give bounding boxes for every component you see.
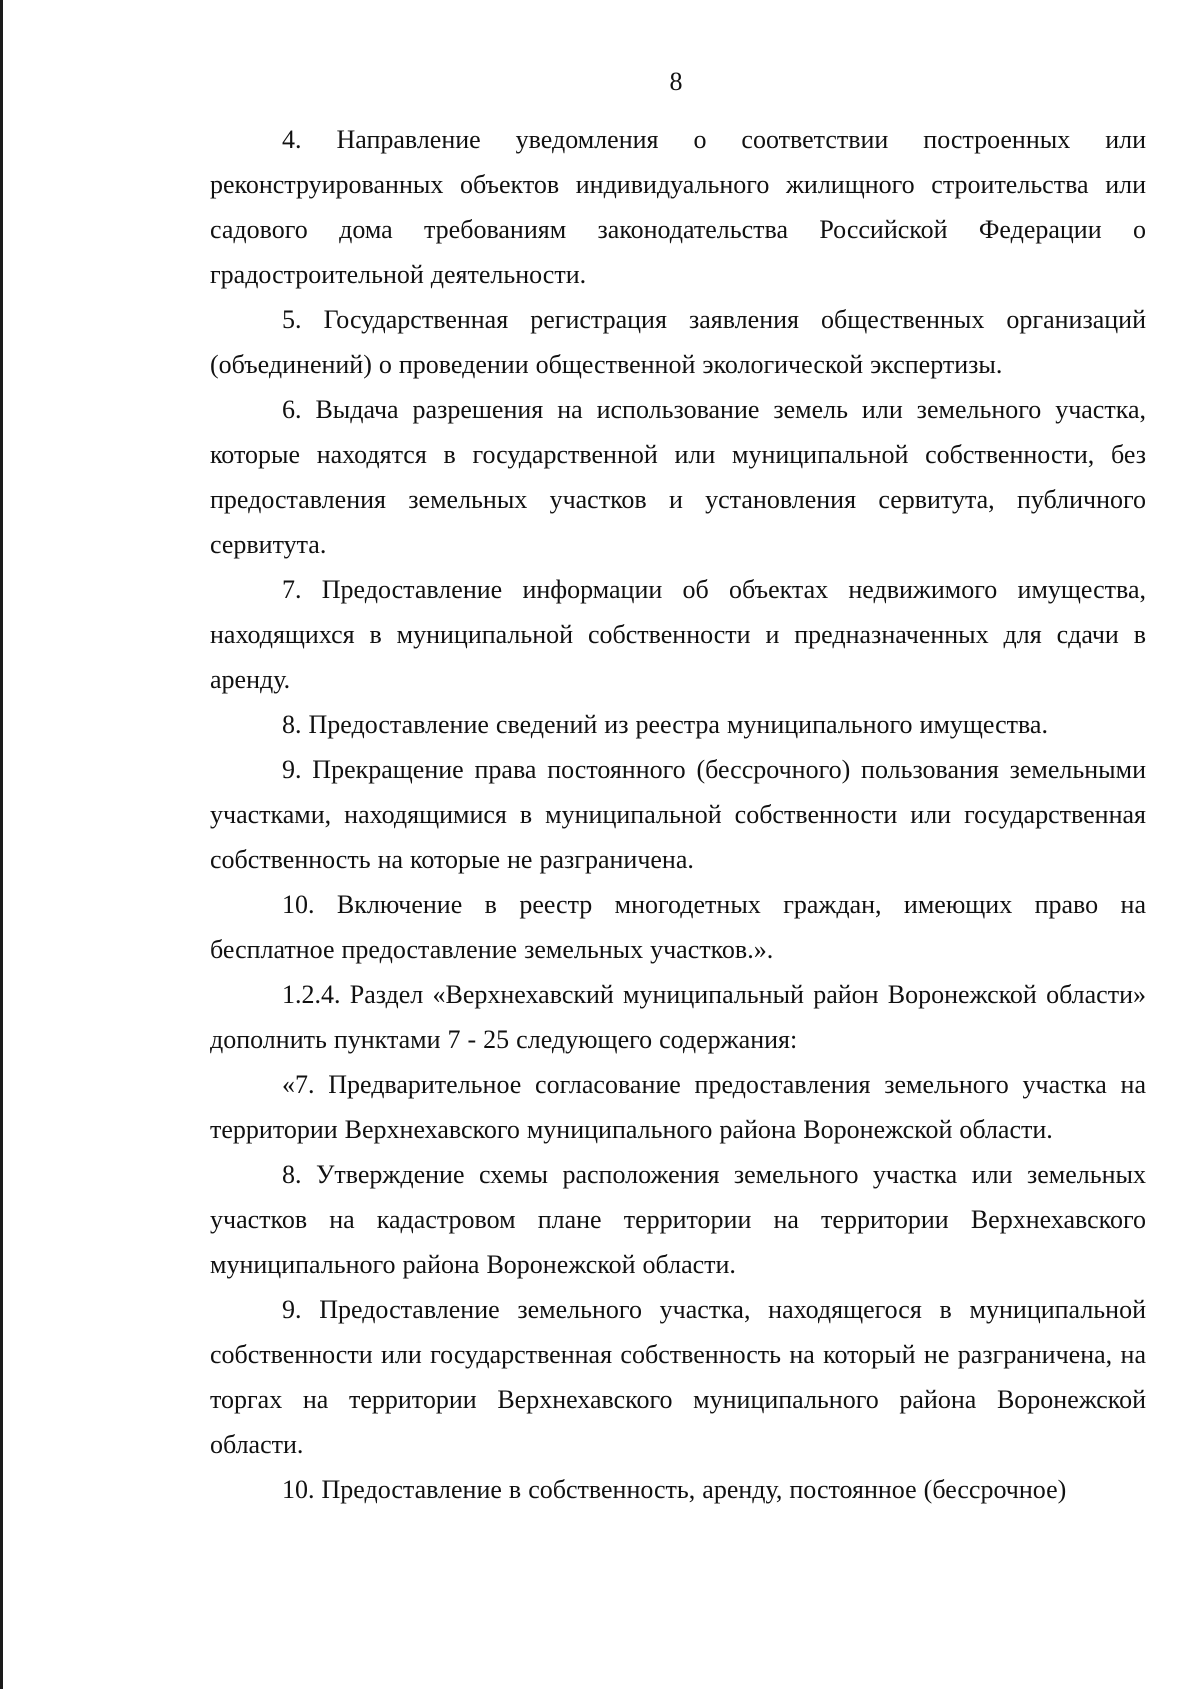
paragraph-item-6-land-use-permit: 6. Выдача разрешения на использование земель или земельного участка, которые находятся в государственной или муниципальной собственности, без предоставления земельных участков и установления сервитута, публичного сервитута. [210,395,1146,559]
paragraph-item-7-property-info: 7. Предоставление информации об объектах недвижимого имущества, находящихся в муниципальной собственности и предназначенных для сдачи в аренду. [210,575,1146,694]
document-body [210,117,1146,1512]
paragraph-item-9-termination: 9. Прекращение права постоянного (бессрочного) пользования земельными участками, находящимися в муниципальной собственности или государственная собственность на которые не разграничена. [210,755,1146,874]
page-number: 8 [669,67,683,96]
paragraph-item-4-notification: 4. Направление уведомления о соответствии построенных или реконструированных объектов индивидуального жилищного строительства или садового дома требованиям законодательства Российской Федерации о градостроительной деятельности. [210,125,1146,289]
paragraph-section-1-2-4: 1.2.4. Раздел «Верхнехавский муниципальный район Воронежской области» дополнить пунктами 7 - 25 следующего содержания: [210,980,1146,1054]
paragraph-new-item-7: «7. Предварительное согласование предоставления земельного участка на территории Верхнехавского муниципального района Воронежской области. [210,1070,1146,1144]
paragraph-new-item-10: 10. Предоставление в собственность, аренду, постоянное (бессрочное) [282,1475,1067,1504]
paragraph-item-10-large-families: 10. Включение в реестр многодетных граждан, имеющих право на бесплатное предоставление земельных участков.». [210,890,1146,964]
paragraph-new-item-8: 8. Утверждение схемы расположения земельного участка или земельных участков на кадастровом плане территории на территории Верхнехавского муниципального района Воронежской области. [210,1160,1146,1279]
paragraph-item-5-registration: 5. Государственная регистрация заявления общественных организаций (объединений) о проведении общественной экологической экспертизы. [210,305,1146,379]
paragraph-new-item-9: 9. Предоставление земельного участка, находящегося в муниципальной собственности или государственная собственность на который не разграничена, на торгах на территории Верхнехавского муниципального района Воронежской области. [210,1295,1146,1459]
page-edge-line [0,0,3,1689]
paragraph-item-8-registry-info: 8. Предоставление сведений из реестра муниципального имущества. [282,710,1048,739]
